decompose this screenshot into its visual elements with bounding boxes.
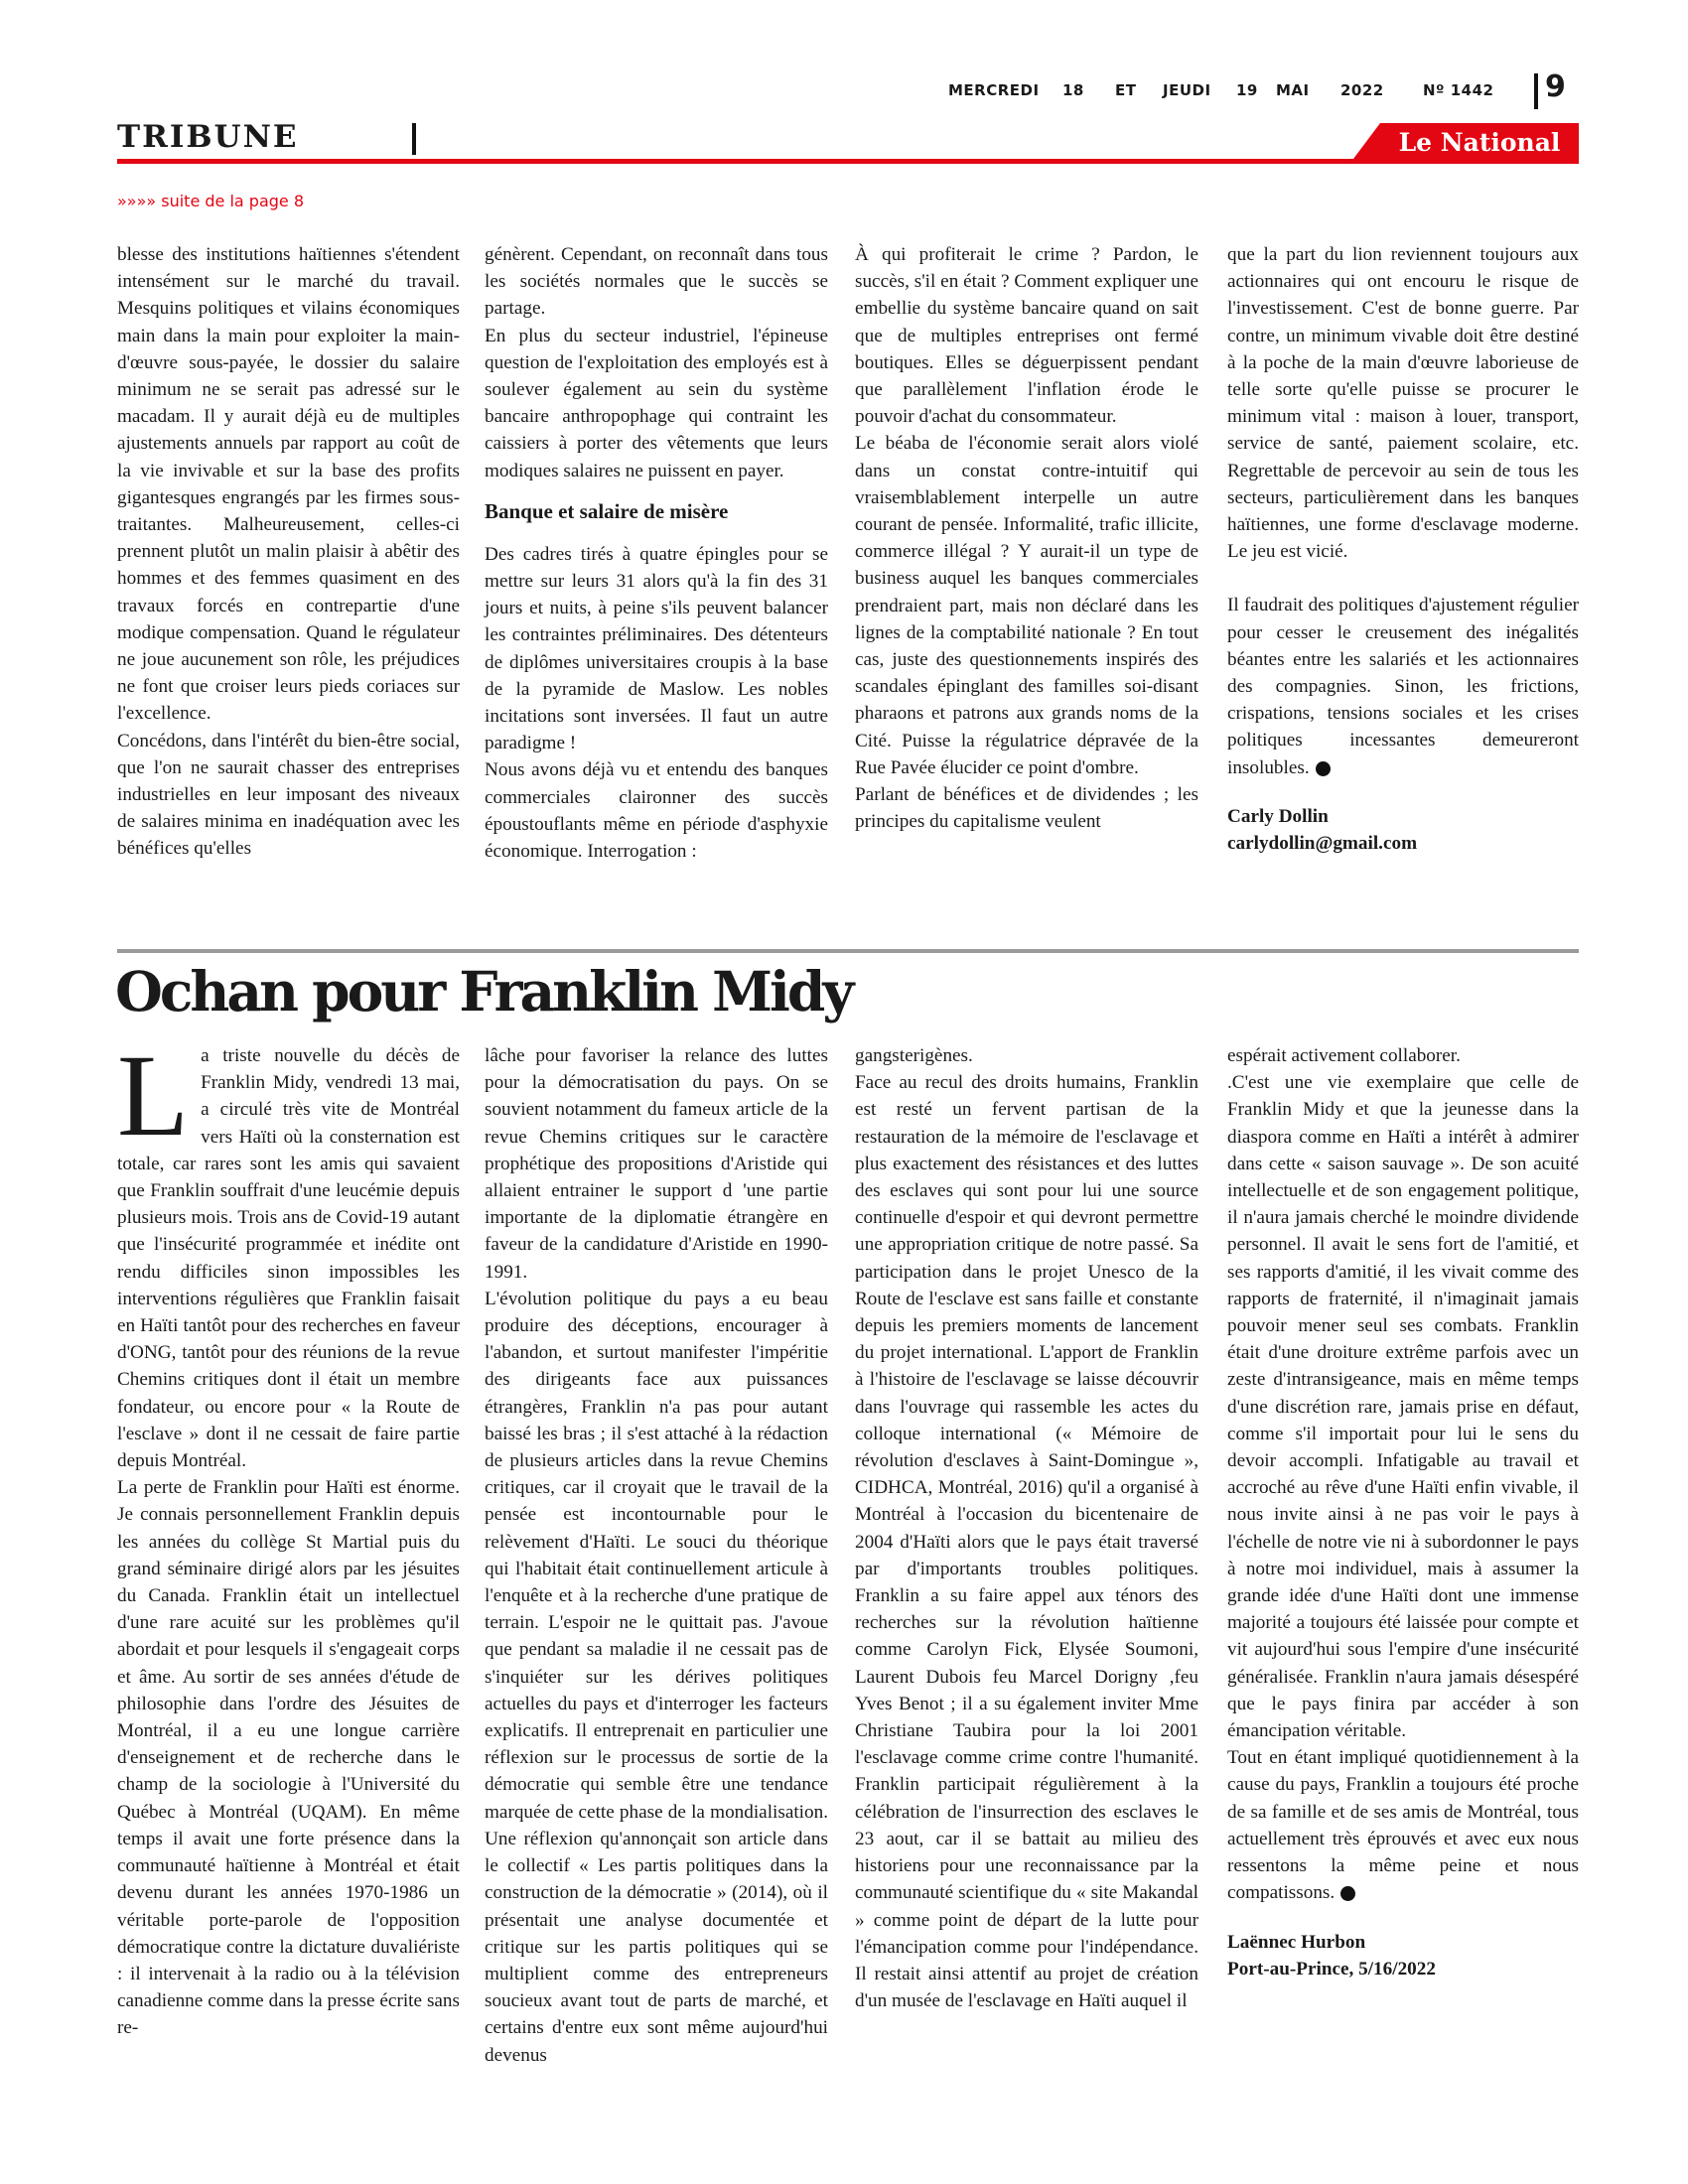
author-name: Laënnec Hurbon — [1227, 1931, 1366, 1953]
month: MAI — [1276, 81, 1310, 99]
paragraph: .C'est une vie exemplaire que celle de Franklin Midy et que la jeunesse dans la diaspora comme en Haïti a intérêt à admirer dans cette « saison sauvage ». De son acuité intellectuelle et de son engagement politique, il n'aura jamais cherché le moindre dividende personnel. Il avait le sens fort de l'amitié, et ses rapports d'amitié, il les vivait comme des rapports de fraternité, il n'imaginait jamais pouvoir mener seul ses combats. Franklin était d'une droiture extrême parfois avec un zeste d'intransigeance, mais en même temps d'une discrétion rare, jamais prise en défaut, comme s'il importait pour lui le sens du devoir accompli. Infatigable au travail et accroché au rêve d'une Haïti enfin vivable, il nous invite ainsi à ne pas voir le pays à l'échelle de notre vie ni à subordonner le pays à notre moi individuel, mais à assumer la grande idée d'une Haïti dont une immense majorité a toujours été laissée pour compte et vit aujourd'hui sous l'empire d'une insécurité généralisée. Franklin n'aura jamais désespéré que le pays finira par accéder à son émancipation véritable. — [1227, 1072, 1579, 1742]
paragraph: lâche pour favoriser la relance des luttes pour la démocratisation du pays. On se souvient notamment du fameux article de la revue Chemins critiques sur le caractère prophétique des propositions d'Aristide qui allaient entrainer le support d 'une partie importante de la diplomatie étrangère en faveur de la candidature d'Aristide en 1990-1991. — [485, 1045, 828, 1283]
bottom-article-column-3 — [855, 1042, 1198, 2014]
page-number: 9 — [1545, 69, 1566, 104]
bottom-article-column-2 — [485, 1042, 828, 2069]
top-article-column-3 — [855, 241, 1198, 835]
paragraph: Face au recul des droits humains, Franklin est resté un fervent partisan de la restauration de la mémoire de l'esclavage et plus exactement des résistances et des luttes des esclaves qui sont pour lui une source continuelle d'espoir et qui devront permettre une appropriation critique de notre passé. Sa participation dans le projet Unesco de la Route de l'esclave est sans faille et constante depuis les premiers moments de lancement du projet international. L'apport de Franklin à l'histoire de l'esclavage se laisse découvrir dans l'ouvrage qui rassemble les actes du colloque international (« Mémoire de révolution d'esclaves à Saint-Domingue », CIDHCA, Montréal, 2016) qu'il a organisé à Montréal à l'occasion du bicentenaire de 2004 d'Haïti alors que le pays était traversé par d'importants troubles politiques. Franklin a su faire appel aux ténors des recherches sur la révolution haïtienne comme Carolyn Fick, Elysée Soumoni, Laurent Dubois feu Marcel Dorigny ,feu Yves Benot ; il a su également inviter Mme Christiane Taubira pour la loi 2001 l'esclavage comme crime contre l'humanité. Franklin participait régulièrement à la célébration de l'insurrection des esclaves le 23 aout, car il se battait au milieu des historiens pour une reconnaissance par la communauté scientifique du « site Makandal » comme point de départ de la lutte pour l'émancipation comme pour l'indépendance. Il restait ainsi attentif au projet de création d'un musée de l'esclavage en Haïti auquel il — [855, 1072, 1198, 2012]
brand-name: Le National — [1398, 128, 1561, 157]
issue-number: Nº 1442 — [1423, 81, 1494, 99]
paragraph: La perte de Franklin pour Haïti est énorme. Je connais personnellement Franklin depuis les années du collège St Martial puis du grand séminaire dirigé alors par les jésuites du Canada. Franklin était un intellectuel d'une rare acuité sur les problèmes qu'il abordait et pour lesquels il s'engageait corps et âme. Au sortir de ses années d'étude de philosophie dans l'ordre des Jésuites de Montréal, il a eu une longue carrière d'enseignement et de recherche dans le champ de la sociologie à l'Université du Québec à Montréal (UQAM). En même temps il avait une forte présence dans la communauté haïtienne à Montréal et était devenu durant les années 1970-1986 un véritable porte-parole de l'opposition démocratique contre la dictature duvaliériste : il intervenait à la radio ou à la télévision canadienne comme dans la presse écrite sans re- — [117, 1477, 460, 2039]
paragraph-with-endmark — [1227, 1744, 1579, 1906]
date-1: 18 — [1062, 81, 1084, 99]
bottom-article-column-1 — [117, 1030, 460, 2042]
paragraph: génèrent. Cependant, on reconnaît dans tous les sociétés normales que le succès se partage. — [485, 244, 828, 320]
continued-from-note[interactable]: »»»» suite de la page 8 — [117, 192, 305, 210]
drop-cap: L — [117, 1030, 190, 1160]
day-1: MERCREDI — [948, 81, 1040, 99]
paragraph: Le béaba de l'économie serait alors violé dans un constat contre-intuitif qui vraisemblablement interpelle un autre courant de pensée. Informalité, trafic illicite, commerce illégal ? Y aurait-il un type de business auquel les banques commerciales prendraient part, mais non déclaré dans les lignes de la comptabilité nationale ? En tout cas, juste des questionnements inspirés des scandales épinglant des familles soi-disant pharaons et patrons aux grands noms de la Cité. Puisse la régulatrice dépravée de la Rue Pavée élucider ce point d'ombre. — [855, 433, 1198, 778]
top-article-column-1 — [117, 241, 460, 863]
bottom-article-column-4 — [1227, 1042, 1579, 1982]
paragraph: gangsterigènes. — [855, 1045, 973, 1066]
paragraph: blesse des institutions haïtiennes s'étendent intensément sur le marché du travail. Mesquins politiques et vilains économiques main dans la main pour exploiter la main-d'œuvre sous-payée, le dossier du salaire minimum ne se serait pas adressé sur le macadam. Il y aurait déjà eu de multiples ajustements annuels par rapport au coût de la vie invivable et sur la base des profits gigantesques engrangés par les firmes sous-traitantes. Malheureusement, celles-ci prennent plutôt un malin plaisir à abêtir des hommes et des femmes quasiment en des travaux forcés en contrepartie d'une modique compensation. Quand le régulateur ne joue aucunement son rôle, les préjudices ne font que croiser leurs pieds coriaces sur l'excellence. — [117, 244, 460, 725]
top-article-column-4 — [1227, 241, 1579, 857]
day-2: JEUDI — [1163, 81, 1211, 99]
paragraph — [117, 1030, 460, 1474]
paragraph-text: Il faudrait des politiques d'ajustement régulier pour cesser le creusement des inégalités béantes entre les salariés et les actionnaires des compagnies. Sinon, les frictions, crispations, tensions sociales et les crises politiques incessantes demeureront insolubles. — [1227, 595, 1579, 778]
article-divider — [117, 949, 1579, 953]
page-number-separator — [1534, 73, 1538, 109]
top-article-column-2 — [485, 241, 828, 865]
section-label: TRIBUNE — [117, 119, 299, 155]
paragraph: Concédons, dans l'intérêt du bien-être social, que l'on ne saurait chasser des entreprises industrielles en leur imposant des niveaux de salaires minima en inadéquation avec les bénéfices qu'elles — [117, 730, 460, 860]
paragraph-text: a triste nouvelle du décès de Franklin Midy, vendredi 13 mai, a circulé très vite de Montréal vers Haïti où la consternation est totale, car rares sont les amis qui savaient que Franklin souffrait d'une leucémie depuis plusieurs mois. Trois ans de Covid-19 autant que l'insécurité programmée et inédite ont rendu difficiles sinon impossibles les interventions régulières que Franklin faisait en Haïti tantôt pour des recherches en faveur d'ONG, tantôt pour des réunions de la revue Chemins critiques dont il était un membre fondateur, ou encore pour « la Route de l'esclave » dont il ne cessait de faire partie depuis Montréal. — [117, 1045, 460, 1472]
paragraph: Des cadres tirés à quatre épingles pour se mettre sur leurs 31 alors qu'à la fin des 31 jours et nuits, à peine s'ils peuvent balancer les contraintes préliminaires. Des détenteurs de diplômes universitaires croupis à la base de la pyramide de Maslow. Les nobles incitations sont inversées. Il faut un autre paradigme ! — [485, 543, 828, 754]
paragraph: En plus du secteur industriel, l'épineuse question de l'exploitation des employés est à soulever également au sein du système bancaire anthropophage qui contraint les caissiers à porter des vêtements que leurs modiques salaires ne puissent en payer. — [485, 325, 828, 481]
year: 2022 — [1340, 81, 1384, 99]
author-name: Carly Dollin — [1227, 805, 1329, 827]
author-block — [1227, 803, 1579, 857]
paragraph-with-endmark — [1227, 592, 1579, 780]
author-block — [1227, 1929, 1579, 1982]
date-2: 19 — [1236, 81, 1258, 99]
end-mark-icon — [1316, 761, 1331, 776]
place-date: Port-au-Prince, 5/16/2022 — [1227, 1958, 1436, 1979]
paragraph-text: Tout en étant impliqué quotidiennement à la cause du pays, Franklin a toujours été proche de sa famille et de ses amis de Montréal, tous actuellement très éprouvés et avec eux nous ressentons la même peine et nous compatissons. — [1227, 1747, 1579, 1904]
author-email[interactable]: carlydollin@gmail.com — [1227, 833, 1418, 855]
subheading: Banque et salaire de misère — [485, 498, 729, 523]
paragraph: À qui profiterait le crime ? Pardon, le succès, s'il en était ? Comment expliquer une embellie du système bancaire quand on sait que de multiples entreprises ont fermé boutiques. Elles se déguerpissent pendant que parallèlement l'inflation érode le pouvoir d'achat du consommateur. — [855, 244, 1198, 428]
end-mark-icon — [1340, 1886, 1355, 1901]
paragraph: espérait activement collaborer. — [1227, 1045, 1461, 1066]
date-conjunction: ET — [1115, 81, 1137, 99]
paragraph: L'évolution politique du pays a eu beau produire des déceptions, encourager à l'abandon, et surtout manifester l'impéritie des dirigeants face aux puissances étrangères, Franklin n'a pas pour autant baissé les bras ; il s'est attaché à la rédaction de plusieurs articles dans la revue Chemins critiques, car il croyait que le travail de la pensée est incontournable pour le relèvement d'Haïti. Le souci du théorique qui l'habitait était continuellement articule à l'enquête et à la recherche d'une pratique de terrain. L'espoir ne le quittait pas. J'avoue que pendant sa maladie il ne cessait pas de s'inquiéter sur les dérives politiques actuelles du pays et d'interroger les facteurs explicatifs. Il entreprenait en particulier une réflexion sur le processus de sortie de la démocratie qui semble être une tendance marquée de cette phase de la mondialisation. Une réflexion qu'annonçait son article dans le collectif « Les partis politiques dans la construction de la démocratie » (2014), où il présentait une analyse documentée et critique sur les partis politiques qui se multiplient comme des entrepreneurs soucieux avant tout de parts de marché, et certains d'entre eux sont même aujourd'hui devenus — [485, 1288, 828, 2066]
paragraph: Parlant de bénéfices et de dividendes ; les principes du capitalisme veulent — [855, 784, 1198, 833]
section-divider-bar — [412, 123, 416, 155]
paragraph: Nous avons déjà vu et entendu des banques commerciales claironner des succès époustouflants même en période d'asphyxie économique. Interrogation : — [485, 759, 828, 863]
paragraph: que la part du lion reviennent toujours aux actionnaires qui ont encouru le risque de l'investissement. C'est de bonne guerre. Par contre, un minimum vivable doit être destiné à la poche de la main d'œuvre laborieuse de telle sorte qu'elle puisse se procurer le minimum vital : maison à louer, transport, service de santé, paiement scolaire, etc. Regrettable de percevoir au sein de tous les secteurs, particulièrement dans les banques haïtiennes, une forme d'esclavage moderne. Le jeu est vicié. — [1227, 244, 1579, 563]
article-headline: Ochan pour Franklin Midy — [115, 959, 852, 1024]
issue-date-line — [948, 81, 1504, 105]
